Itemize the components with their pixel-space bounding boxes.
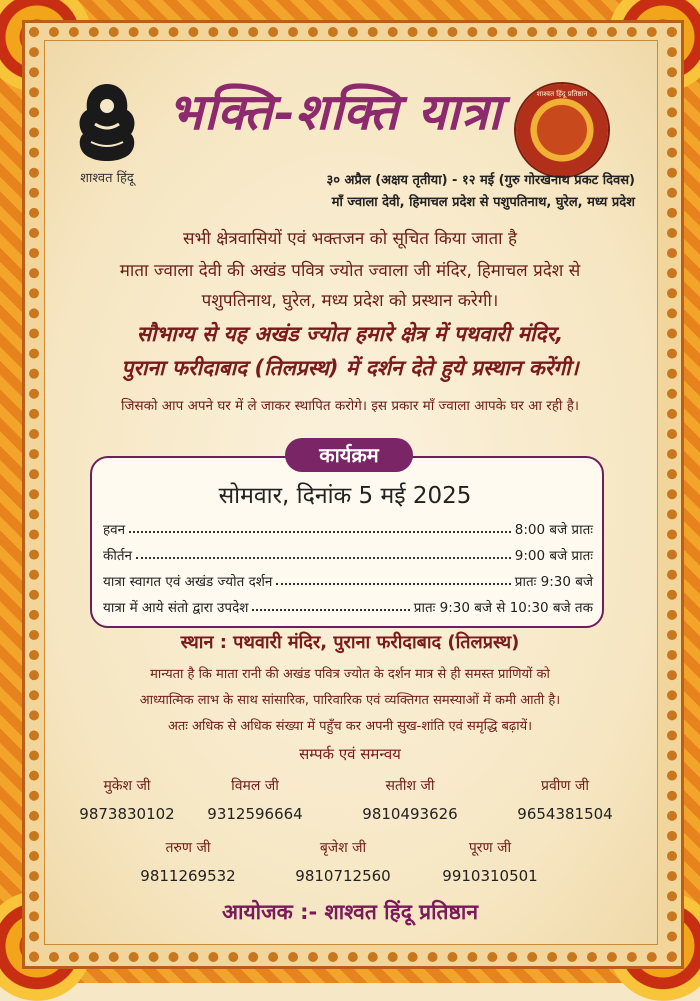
schedule-row: [103, 598, 593, 616]
dotted-leader: [136, 546, 511, 559]
contact-heading: सम्पर्क एवं समन्वय: [299, 745, 401, 763]
schedule-event: हवन: [103, 522, 126, 538]
highlight-line-1: सौभाग्य से यह अखंड ज्योत हमारे क्षेत्र में पथवारी मंदिर,: [136, 322, 564, 346]
dotted-leader: [252, 598, 409, 611]
dotted-leader: [276, 572, 510, 585]
page-title: भक्ति-शक्ति यात्रा: [167, 82, 503, 141]
schedule-time: प्रातः 9:30 बजे: [514, 574, 593, 590]
contact-item: [113, 838, 263, 885]
schedule-event: यात्रा में आये संतो द्वारा उपदेश: [103, 600, 249, 616]
intro-note: जिसको आप अपने घर में ले जाकर स्थापित करोगे। इस प्रकार माँ ज्वाला आपके घर आ रही है।: [121, 398, 579, 414]
contact-name: विमल जी: [231, 778, 279, 794]
schedule-time: 9:00 बजे प्रातः: [514, 548, 593, 564]
contact-item: [268, 838, 418, 885]
gorakhnath-silhouette-icon: [69, 78, 145, 166]
schedule-row: [103, 572, 593, 590]
intro-line-3: पशुपतिनाथ, घुरेल, मध्य प्रदेश को प्रस्थान करेगी।: [201, 291, 499, 311]
schedule-event: कीर्तन: [103, 548, 133, 564]
contact-phone: 9810712560: [295, 867, 391, 885]
contact-item: [490, 776, 640, 823]
contact-name: पूरण जी: [468, 840, 512, 856]
belief-line-1: मान्यता है कि माता रानी की अखंड पवित्र ज्योत के दर्शन मात्र से ही समस्त प्राणियों को: [150, 667, 550, 682]
schedule-row: [103, 546, 593, 564]
contact-phone: 9873830102: [79, 805, 175, 823]
journey-route: माँ ज्वाला देवी, हिमाचल प्रदेश से पशुपतिनाथ, घुरेल, मध्य प्रदेश: [331, 195, 635, 210]
organizer: आयोजक :- शाश्वत हिंदू प्रतिष्ठान: [221, 900, 478, 924]
right-logo-emblem: [516, 84, 608, 176]
journey-dates: ३० अप्रैल (अक्षय तृतीया) - १२ मई (गुरु गोरखनाथ प्रकट दिवस): [326, 173, 635, 188]
schedule-time: प्रातः 9:30 बजे से 10:30 बजे तक: [413, 600, 593, 616]
highlight-line-2: पुराना फरीदाबाद (तिलप्रस्थ) में दर्शन देते हुये प्रस्थान करेंगी।: [121, 356, 579, 380]
intro-line-1: सभी क्षेत्रवासियों एवं भक्तजन को सूचित किया जाता है: [182, 229, 517, 249]
contact-phone: 9811269532: [140, 867, 236, 885]
contact-phone: 9810493626: [362, 805, 458, 823]
program-tab-label: कार्यक्रम: [285, 438, 413, 472]
left-logo: [62, 78, 152, 188]
schedule-time: 8:00 बजे प्रातः: [514, 522, 593, 538]
right-logo-ring-text: शाश्वत हिंदू प्रतिष्ठान: [536, 90, 588, 98]
contact-item: [415, 838, 565, 885]
venue: स्थान : पथवारी मंदिर, पुराना फरीदाबाद (तिलप्रस्थ): [180, 632, 520, 653]
program-day: सोमवार, दिनांक 5 मई 2025: [218, 483, 472, 509]
belief-line-3: अतः अधिक से अधिक संख्या में पहुँच कर अपनी सुख-शांति एवं समृद्धि बढ़ायें।: [167, 719, 533, 734]
contact-item: [335, 776, 485, 823]
dotted-leader: [129, 520, 511, 533]
contact-name: सतीश जी: [385, 778, 435, 794]
contact-name: मुकेश जी: [103, 778, 151, 794]
contact-phone: 9654381504: [517, 805, 613, 823]
intro-line-2: माता ज्वाला देवी की अखंड पवित्र ज्योत ज्वाला जी मंदिर, हिमाचल प्रदेश से: [119, 261, 581, 281]
schedule-event: यात्रा स्वागत एवं अखंड ज्योत दर्शन: [103, 574, 273, 590]
belief-line-2: आध्यात्मिक लाभ के साथ सांसारिक, पारिवारिक एवं व्यक्तिगत समस्याओं में कमी आती है।: [139, 693, 561, 708]
contact-name: तरुण जी: [165, 840, 211, 856]
contact-name: बृजेश जी: [319, 840, 367, 856]
contact-phone: 9312596664: [207, 805, 303, 823]
schedule-row: [103, 520, 593, 538]
left-logo-caption: शाश्वत हिंदू: [80, 171, 134, 186]
contact-item: [180, 776, 330, 823]
contact-phone: 9910310501: [442, 867, 538, 885]
contact-name: प्रवीण जी: [541, 778, 589, 794]
